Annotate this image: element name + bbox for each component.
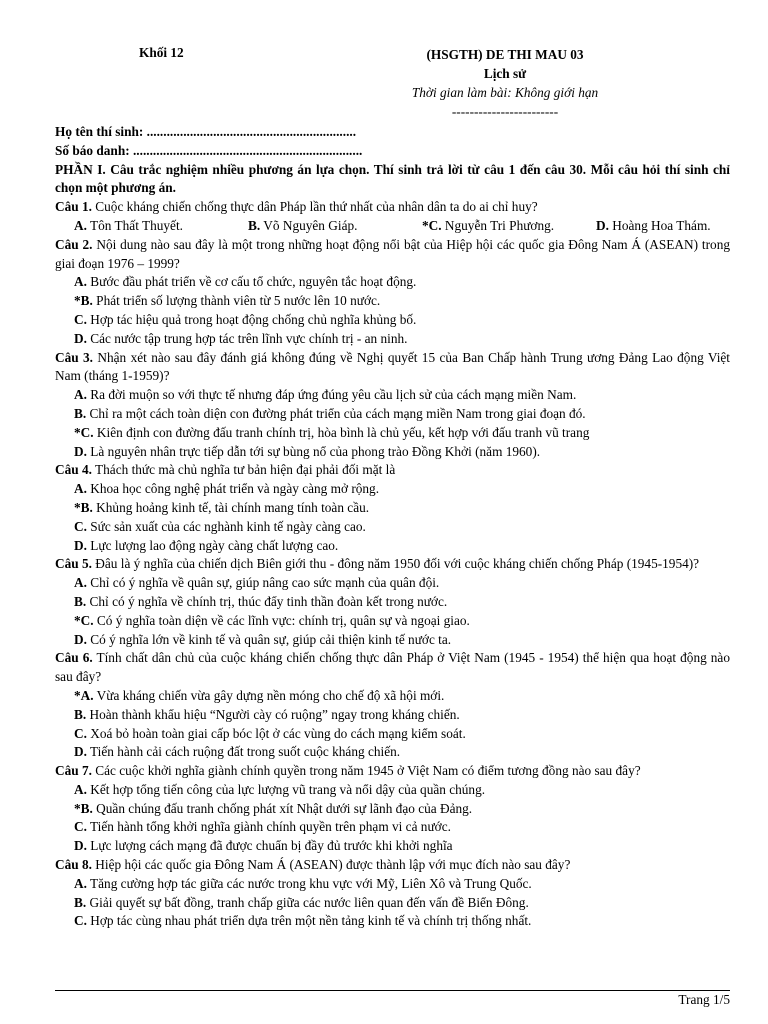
question-4 <box>55 461 730 480</box>
option-text: Hợp tác hiệu quả trong hoạt động chống chủ nghĩa khủng bố. <box>86 311 417 327</box>
options-row <box>55 217 730 236</box>
option-text: Là nguyên nhân trực tiếp dẫn tới sự bùng nổ của phong trào Đồng Khởi (năm 1960). <box>86 443 541 459</box>
option-key: C. <box>74 725 87 741</box>
question-label: Câu 1. <box>55 199 92 215</box>
option-a <box>55 273 730 292</box>
option-key: A. <box>74 875 87 891</box>
question-3 <box>55 349 730 387</box>
student-id-line <box>55 142 730 161</box>
option-text: Khoa học công nghệ phát triển và ngày càng mở rộng. <box>86 481 380 497</box>
option-text: Khủng hoảng kinh tế, tài chính mang tính toàn cầu. <box>92 499 370 515</box>
option-key: D. <box>74 537 87 553</box>
option-key: D. <box>74 443 87 459</box>
option-text: Xoá bỏ hoàn toàn giai cấp bóc lột ở các vùng do cách mạng kiểm soát. <box>86 725 466 741</box>
exam-header <box>380 45 630 121</box>
option-b <box>55 593 730 612</box>
option-text: Giải quyết sự bất đồng, tranh chấp giữa các nước liên quan đến vấn đề Biển Đông. <box>86 894 529 910</box>
option-key: A. <box>74 217 87 233</box>
option-key: D. <box>74 631 87 647</box>
question-label: Câu 4. <box>55 462 92 478</box>
option-text: Tôn Thất Thuyết. <box>86 217 183 233</box>
option-text: Quần chúng đấu tranh chống phát xít Nhật dưới sự lãnh đạo của Đảng. <box>92 800 473 816</box>
option-text: Chỉ ra một cách toàn diện con đường phát triển của cách mạng miền Nam trong giai đoạn đó. <box>86 405 586 421</box>
option-text: Chỉ có ý nghĩa về chính trị, thúc đẩy tinh thần đoàn kết trong nước. <box>86 593 448 609</box>
option-b <box>55 706 730 725</box>
option-a <box>55 687 730 706</box>
option-b <box>55 499 730 518</box>
grade-label: Khối 12 <box>139 45 184 60</box>
option-text: Nguyễn Tri Phương. <box>441 217 555 233</box>
subject-label: Lịch sử <box>483 66 527 81</box>
option-text: Ra đời muộn so với thực tế nhưng đáp ứng đúng yêu cầu lịch sử của cách mạng miền Nam. <box>86 387 577 403</box>
option-key: C. <box>74 913 87 929</box>
option-a <box>55 480 730 499</box>
question-label: Câu 6. <box>55 650 93 666</box>
option-b <box>55 405 730 424</box>
option-a <box>74 217 248 236</box>
question-1 <box>55 198 730 217</box>
option-b <box>55 894 730 913</box>
option-text: Kiên định con đường đấu tranh chính trị, hòa bình là chủ yếu, kết hợp với đấu tranh vũ trang <box>93 424 590 440</box>
question-2 <box>55 236 730 274</box>
page-number: Trang 1/5 <box>678 992 730 1007</box>
option-text: Vừa kháng chiến vừa gây dựng nền móng cho chế độ xã hội mới. <box>93 687 445 703</box>
option-text: Lực lượng cách mạng đã được chuẩn bị đầy đủ trước khi khởi nghĩa <box>86 838 453 854</box>
option-key: C. <box>74 311 87 327</box>
option-text: Kết hợp tổng tiến công của lực lượng vũ trang và nổi dậy của quần chúng. <box>86 781 486 797</box>
option-b <box>248 217 422 236</box>
footer-divider <box>55 990 730 991</box>
option-a <box>55 875 730 894</box>
part1-instruction: PHẦN I. Câu trắc nghiệm nhiều phương án lựa chọn. Thí sinh trả lời từ câu 1 đến câu 30. Mỗi câu hỏi thí sinh chỉ chọn một phương án. <box>55 161 730 196</box>
question-label: Câu 3. <box>55 349 94 365</box>
option-a <box>55 386 730 405</box>
option-text: Tiến hành tổng khởi nghĩa giành chính quyền trên phạm vi cả nước. <box>86 819 451 835</box>
question-text: Cuộc kháng chiến chống thực dân Pháp lần thứ nhất của nhân dân ta do ai chỉ huy? <box>91 199 538 215</box>
option-key: C. <box>74 819 87 835</box>
option-text: Hoàn thành khẩu hiệu “Người cày có ruộng” ngay trong kháng chiến. <box>86 706 460 722</box>
option-b <box>55 800 730 819</box>
option-c <box>55 725 730 744</box>
option-d <box>55 443 730 462</box>
question-6 <box>55 649 730 687</box>
option-key: A. <box>74 575 87 591</box>
option-key: *C. <box>74 612 94 628</box>
question-label: Câu 5. <box>55 556 92 572</box>
student-id-label: Số báo danh: <box>55 142 130 158</box>
option-key: D. <box>74 744 87 760</box>
option-key: B. <box>74 894 87 910</box>
option-key: B. <box>74 593 87 609</box>
option-key: *A. <box>74 687 94 703</box>
option-key: B. <box>74 405 87 421</box>
option-text: Lực lượng lao động ngày càng chất lượng cao. <box>86 537 339 553</box>
header-separator: ------------------------ <box>451 104 559 119</box>
option-text: Có ý nghĩa toàn diện về các lĩnh vực: chính trị, quân sự và ngoại giao. <box>93 612 470 628</box>
option-key: C. <box>74 518 87 534</box>
student-name-label: Họ tên thí sinh: <box>55 124 144 139</box>
exam-content <box>55 123 730 931</box>
option-d <box>55 743 730 762</box>
option-d <box>55 837 730 856</box>
question-text: Tính chất dân chủ của cuộc kháng chiến chống thực dân Pháp ở Việt Nam (1945 - 1954) thể hiện qua hoạt động nào sau đây? <box>55 650 730 685</box>
option-text: Võ Nguyên Giáp. <box>260 217 358 233</box>
option-c <box>55 518 730 537</box>
option-text: Bước đầu phát triển về cơ cấu tổ chức, nguyên tắc hoạt động. <box>86 274 417 290</box>
option-text: Hoàng Hoa Thám. <box>608 217 711 233</box>
option-text: Sức sản xuất của các nghành kinh tế ngày càng cao. <box>86 518 366 534</box>
option-key: B. <box>248 217 261 233</box>
question-text: Nhận xét nào sau đây đánh giá không đúng về Nghị quyết 15 của Ban Chấp hành Trung ương Đảng Lao động Việt Nam (tháng 1-1959)? <box>55 349 730 384</box>
option-key: *B. <box>74 499 93 515</box>
option-key: D. <box>596 217 609 233</box>
question-text: Các cuộc khởi nghĩa giành chính quyền trong năm 1945 ở Việt Nam có điểm tương đồng nào sau đây? <box>91 763 641 779</box>
option-text: Tiến hành cải cách ruộng đất trong suốt cuộc kháng chiến. <box>86 744 401 760</box>
question-label: Câu 7. <box>55 763 92 779</box>
option-c <box>55 311 730 330</box>
question-7 <box>55 762 730 781</box>
option-key: *C. <box>422 217 442 233</box>
option-d <box>55 537 730 556</box>
option-text: Tăng cường hợp tác giữa các nước trong khu vực với Mỹ, Liên Xô và Trung Quốc. <box>86 875 532 891</box>
student-name-line <box>55 123 730 142</box>
time-label: Thời gian làm bài: Không giới hạn <box>411 85 599 100</box>
student-name-dots: ............................................................... <box>143 124 357 139</box>
option-text: Phát triển số lượng thành viên từ 5 nước lên 10 nước. <box>92 293 381 309</box>
option-key: *B. <box>74 800 93 816</box>
option-key: A. <box>74 481 87 497</box>
option-text: Chỉ có ý nghĩa về quân sự, giúp nâng cao sức mạnh của quân đội. <box>86 575 440 591</box>
question-label: Câu 2. <box>55 236 93 252</box>
option-b <box>55 292 730 311</box>
question-8 <box>55 856 730 875</box>
option-key: D. <box>74 330 87 346</box>
option-d <box>55 631 730 650</box>
question-text: Thách thức mà chủ nghĩa tư bản hiện đại phải đối mặt là <box>91 462 396 478</box>
exam-title: (HSGTH) DE THI MAU 03 <box>426 47 584 62</box>
option-c <box>422 217 596 236</box>
student-id-dots: ..................................................................... <box>129 142 363 158</box>
question-text: Nội dung nào sau đây là một trong những hoạt động nổi bật của Hiệp hội các quốc gia Đông Nam Á (ASEAN) trong giai đoạn 1976 – 1999? <box>55 236 730 271</box>
option-key: *C. <box>74 424 94 440</box>
option-c <box>55 912 730 931</box>
option-c <box>55 612 730 631</box>
question-5 <box>55 555 730 574</box>
option-d <box>596 217 711 236</box>
option-key: B. <box>74 706 87 722</box>
option-c <box>55 424 730 443</box>
option-d <box>55 330 730 349</box>
option-key: A. <box>74 387 87 403</box>
question-text: Hiệp hội các quốc gia Đông Nam Á (ASEAN) được thành lập với mục đích nào sau đây? <box>91 857 571 873</box>
option-key: A. <box>74 274 87 290</box>
question-label: Câu 8. <box>55 857 92 873</box>
option-key: D. <box>74 838 87 854</box>
option-key: A. <box>74 781 87 797</box>
option-text: Hợp tác cùng nhau phát triển dựa trên một nền tảng kinh tế và chính trị thống nhất. <box>86 913 532 929</box>
option-text: Có ý nghĩa lớn về kinh tế và quân sự, giúp cải thiện kinh tế nước ta. <box>86 631 452 647</box>
option-key: *B. <box>74 293 93 309</box>
option-a <box>55 574 730 593</box>
option-text: Các nước tập trung hợp tác trên lĩnh vực chính trị - an ninh. <box>86 330 408 346</box>
question-text: Đâu là ý nghĩa của chiến dịch Biên giới thu - đông năm 1950 đối với cuộc kháng chiến chống Pháp (1945-1954)? <box>91 556 700 572</box>
option-a <box>55 781 730 800</box>
option-c <box>55 818 730 837</box>
